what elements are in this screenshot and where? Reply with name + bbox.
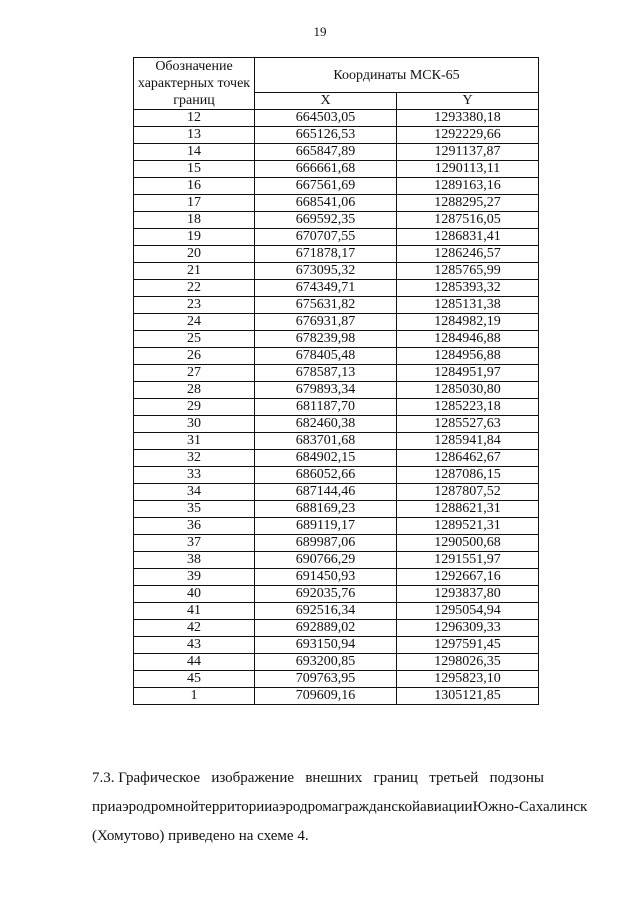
cell-x: 666661,68: [255, 161, 397, 178]
table-row: [134, 144, 539, 161]
cell-point: 37: [134, 535, 255, 552]
cell-point: 18: [134, 212, 255, 229]
cell-x: 691450,93: [255, 569, 397, 586]
table-row: [134, 586, 539, 603]
cell-x: 671878,17: [255, 246, 397, 263]
cell-x: 665847,89: [255, 144, 397, 161]
cell-y: 1291137,87: [397, 144, 539, 161]
table-row: [134, 246, 539, 263]
cell-x: 689987,06: [255, 535, 397, 552]
table-row: [134, 501, 539, 518]
cell-y: 1295054,94: [397, 603, 539, 620]
cell-y: 1288621,31: [397, 501, 539, 518]
cell-y: 1285030,80: [397, 382, 539, 399]
table-row: [134, 535, 539, 552]
cell-x: 693150,94: [255, 637, 397, 654]
table-row: [134, 178, 539, 195]
cell-y: 1284946,88: [397, 331, 539, 348]
cell-y: 1297591,45: [397, 637, 539, 654]
table-row: [134, 365, 539, 382]
coordinates-table-body: [134, 110, 539, 705]
paragraph-word: третьей: [429, 770, 479, 786]
table-row: [134, 518, 539, 535]
cell-y: 1284951,97: [397, 365, 539, 382]
cell-x: 673095,32: [255, 263, 397, 280]
cell-x: 674349,71: [255, 280, 397, 297]
cell-point: 23: [134, 297, 255, 314]
cell-point: 1: [134, 688, 255, 705]
cell-x: 684902,15: [255, 450, 397, 467]
header-coordinates: Координаты МСК-65: [255, 58, 539, 93]
cell-y: 1293380,18: [397, 110, 539, 127]
table-row: [134, 110, 539, 127]
cell-x: 683701,68: [255, 433, 397, 450]
cell-y: 1284982,19: [397, 314, 539, 331]
cell-y: 1285393,32: [397, 280, 539, 297]
cell-y: 1285765,99: [397, 263, 539, 280]
table-row: [134, 297, 539, 314]
cell-point: 22: [134, 280, 255, 297]
cell-x: 678587,13: [255, 365, 397, 382]
table-row: [134, 620, 539, 637]
table-row: [134, 314, 539, 331]
cell-point: 41: [134, 603, 255, 620]
cell-y: 1288295,27: [397, 195, 539, 212]
cell-point: 38: [134, 552, 255, 569]
cell-y: 1287516,05: [397, 212, 539, 229]
cell-point: 13: [134, 127, 255, 144]
cell-x: 667561,69: [255, 178, 397, 195]
table-row: [134, 263, 539, 280]
table-row: [134, 382, 539, 399]
cell-y: 1290113,11: [397, 161, 539, 178]
cell-x: 687144,46: [255, 484, 397, 501]
cell-point: 35: [134, 501, 255, 518]
cell-point: 32: [134, 450, 255, 467]
cell-point: 36: [134, 518, 255, 535]
cell-x: 709763,95: [255, 671, 397, 688]
cell-point: 27: [134, 365, 255, 382]
cell-point: 25: [134, 331, 255, 348]
cell-x: 675631,82: [255, 297, 397, 314]
header-x: X: [255, 93, 397, 110]
paragraph-word: авиации: [420, 799, 473, 815]
table-row: [134, 348, 539, 365]
cell-point: 43: [134, 637, 255, 654]
cell-point: 12: [134, 110, 255, 127]
table-row: [134, 127, 539, 144]
cell-y: 1298026,35: [397, 654, 539, 671]
section-paragraph: [92, 764, 588, 851]
cell-x: 689119,17: [255, 518, 397, 535]
cell-x: 669592,35: [255, 212, 397, 229]
table-row: [134, 688, 539, 705]
table-row: [134, 637, 539, 654]
cell-x: 690766,29: [255, 552, 397, 569]
table-row: [134, 280, 539, 297]
cell-x: 679893,34: [255, 382, 397, 399]
table-row: [134, 195, 539, 212]
cell-y: 1287086,15: [397, 467, 539, 484]
cell-x: 682460,38: [255, 416, 397, 433]
paragraph-word: подзоны: [489, 770, 544, 786]
cell-x: 681187,70: [255, 399, 397, 416]
cell-point: 19: [134, 229, 255, 246]
cell-point: 45: [134, 671, 255, 688]
cell-point: 20: [134, 246, 255, 263]
cell-point: 33: [134, 467, 255, 484]
table-row: [134, 552, 539, 569]
table-row: [134, 603, 539, 620]
cell-y: 1285527,63: [397, 416, 539, 433]
cell-x: 688169,23: [255, 501, 397, 518]
paragraph-word: аэродрома: [272, 799, 339, 815]
cell-y: 1284956,88: [397, 348, 539, 365]
page-number: 19: [313, 24, 327, 39]
cell-y: 1286246,57: [397, 246, 539, 263]
cell-point: 16: [134, 178, 255, 195]
cell-x: 692889,02: [255, 620, 397, 637]
coordinates-table: [133, 57, 539, 705]
table-row: [134, 484, 539, 501]
paragraph-line-2: [92, 793, 588, 822]
cell-point: 40: [134, 586, 255, 603]
header-point-label: Обозначение характерных точек границ: [134, 58, 255, 110]
paragraph-word: Южно-Сахалинск: [472, 799, 588, 815]
cell-point: 15: [134, 161, 255, 178]
table-row: [134, 467, 539, 484]
cell-point: 14: [134, 144, 255, 161]
cell-x: 692035,76: [255, 586, 397, 603]
table-row: [134, 229, 539, 246]
cell-y: 1289521,31: [397, 518, 539, 535]
cell-point: 24: [134, 314, 255, 331]
cell-point: 44: [134, 654, 255, 671]
table-row: [134, 399, 539, 416]
table-row: [134, 212, 539, 229]
table-row: [134, 433, 539, 450]
cell-y: 1289163,16: [397, 178, 539, 195]
table-row: [134, 450, 539, 467]
cell-point: 17: [134, 195, 255, 212]
cell-y: 1293837,80: [397, 586, 539, 603]
paragraph-word: гражданской: [338, 799, 421, 815]
cell-y: 1292667,16: [397, 569, 539, 586]
table-row: [134, 654, 539, 671]
cell-x: 693200,85: [255, 654, 397, 671]
cell-x: 668541,06: [255, 195, 397, 212]
cell-point: 29: [134, 399, 255, 416]
cell-y: 1305121,85: [397, 688, 539, 705]
cell-y: 1295823,10: [397, 671, 539, 688]
cell-y: 1286462,67: [397, 450, 539, 467]
table-row: [134, 569, 539, 586]
cell-point: 30: [134, 416, 255, 433]
cell-x: 664503,05: [255, 110, 397, 127]
cell-x: 692516,34: [255, 603, 397, 620]
cell-x: 686052,66: [255, 467, 397, 484]
cell-y: 1287807,52: [397, 484, 539, 501]
table-row: [134, 331, 539, 348]
table-row: [134, 161, 539, 178]
cell-point: 31: [134, 433, 255, 450]
cell-x: 678405,48: [255, 348, 397, 365]
cell-y: 1296309,33: [397, 620, 539, 637]
cell-x: 665126,53: [255, 127, 397, 144]
cell-y: 1290500,68: [397, 535, 539, 552]
cell-point: 34: [134, 484, 255, 501]
cell-point: 42: [134, 620, 255, 637]
table-row: [134, 671, 539, 688]
cell-y: 1291551,97: [397, 552, 539, 569]
paragraph-line-1: [92, 764, 544, 793]
paragraph-word: приаэродромной: [92, 799, 199, 815]
cell-x: 670707,55: [255, 229, 397, 246]
cell-y: 1285941,84: [397, 433, 539, 450]
cell-point: 39: [134, 569, 255, 586]
header-y: Y: [397, 93, 539, 110]
cell-x: 709609,16: [255, 688, 397, 705]
paragraph-word: изображение: [211, 770, 295, 786]
cell-point: 26: [134, 348, 255, 365]
cell-point: 21: [134, 263, 255, 280]
paragraph-word: границ: [373, 770, 418, 786]
cell-y: 1285131,38: [397, 297, 539, 314]
cell-point: 28: [134, 382, 255, 399]
paragraph-word: 7.3. Графическое: [92, 770, 200, 786]
paragraph-word: территории: [198, 799, 273, 815]
cell-x: 676931,87: [255, 314, 397, 331]
paragraph-word: внешних: [305, 770, 363, 786]
cell-x: 678239,98: [255, 331, 397, 348]
cell-y: 1292229,66: [397, 127, 539, 144]
cell-y: 1285223,18: [397, 399, 539, 416]
cell-y: 1286831,41: [397, 229, 539, 246]
paragraph-line-3: (Хомутово) приведено на схеме 4.: [92, 828, 309, 844]
table-row: [134, 416, 539, 433]
